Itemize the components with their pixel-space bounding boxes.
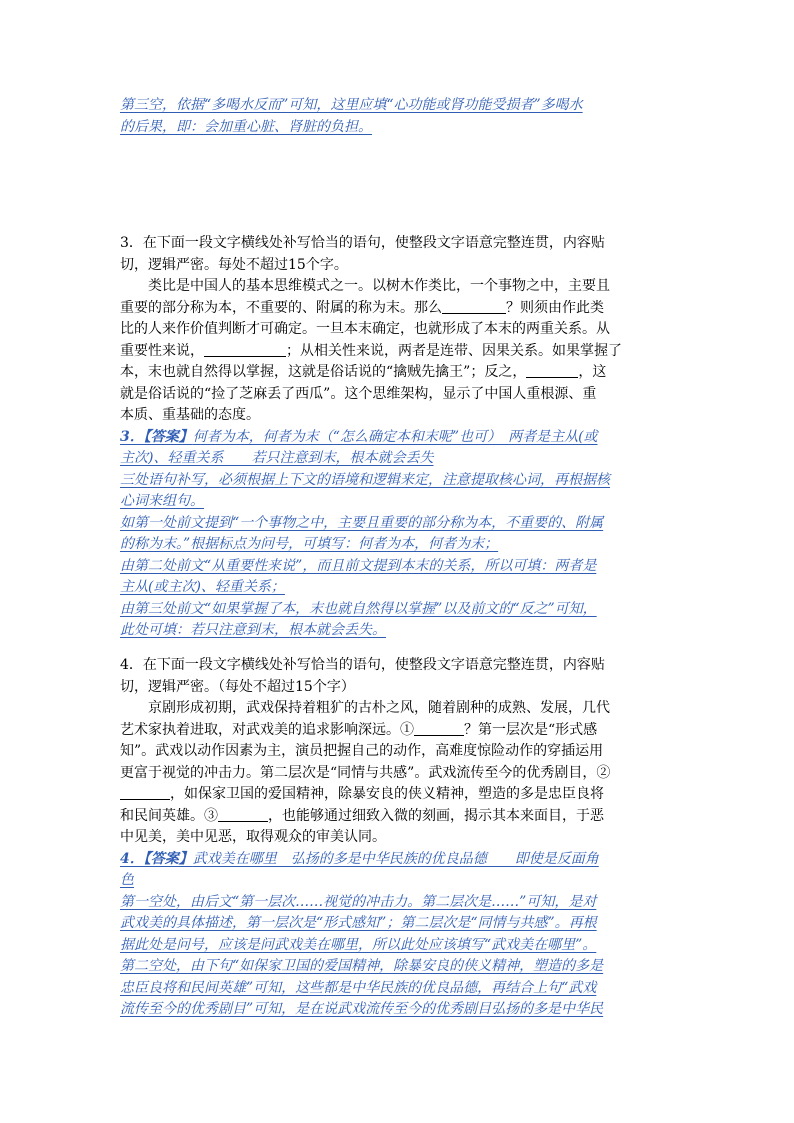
- q4-para-line: 更富于视觉的冲击力。第二层次是“同情与共感”。武戏流传至今的优秀剧目，②: [120, 764, 611, 781]
- q4-explain-line: 第二空处，由下句“如保家卫国的爱国精神，除暴安良的侠义精神，塑造的多是: [120, 958, 604, 974]
- q4-explain-line: 流传至今的优秀剧目”可知，是在说武戏流传至今的优秀剧目弘扬的多是中华民: [120, 1001, 604, 1017]
- question-4: [120, 655, 680, 1021]
- q4-answer: [120, 849, 680, 1021]
- q3-explain-line: 此处可填：若只注意到末，根本就会丢失。: [120, 622, 386, 638]
- q3-para-line: 类比是中国人的基本思维模式之一。以树木作类比，一个事物之中，主要且: [148, 278, 610, 294]
- answer-label: 4．【答案】: [120, 850, 193, 867]
- q4-para-line: 艺术家执着进取，对武戏美的追求影响深远。① ？第一层次是“形式感: [120, 721, 598, 738]
- q4-blank-3: [218, 806, 268, 822]
- answer-label: 3．【答案】: [120, 428, 193, 445]
- q3-blank-3: [526, 362, 578, 378]
- q3-explain-line: 三处语句补写，必须根据上下文的语境和逻辑来定，注意提取核心词，再根据核: [120, 471, 610, 488]
- q3-explain-line: 由第三处前文“如果掌握了本，末也就自然得以掌握”以及前文的“反之”可知，: [120, 600, 597, 617]
- answer-line: 的后果，即：会加重心脏、肾脏的负担。: [120, 118, 372, 135]
- q3-para-line: 重要的部分称为本，不重要的、附属的称为末。那么 ？则须由作此类: [120, 299, 604, 316]
- q4-explain-line: 武戏美的具体描述，第一层次是“形式感知”；第二层次是“同情与共感”。再根: [120, 915, 597, 931]
- answer-line: 第三空，依据“多喝水反而”可知，这里应填“心功能或肾功能受损者”多喝水: [120, 97, 583, 113]
- prev-answer-block: [120, 95, 680, 138]
- q3-answer-line: 主次)、轻重关系 若只注意到末，根本就会丢失: [120, 450, 434, 466]
- q4-para-line: 京剧形成初期，武戏保持着粗犷的古朴之风，随着剧种的成熟、发展，几代: [148, 700, 610, 716]
- q4-para-line: 和民间英雄。③ ，也能够通过细致入微的刻画，揭示其本来面目，于恶: [120, 807, 604, 824]
- q3-para-line: 就是俗话说的“捡了芝麻丢了西瓜”。这个思维架构，显示了中国人重根源、重: [120, 385, 597, 402]
- q3-answer: [120, 427, 680, 642]
- blank-marker-1: ①: [400, 721, 414, 738]
- q4-para-line: 知”。武戏以动作因素为主，演员把握自己的动作，高难度惊险动作的穿插运用: [120, 743, 604, 759]
- q3-para-line: 本质、重基础的态度。: [120, 407, 260, 423]
- blank-marker-3: ③: [204, 807, 218, 824]
- q3-explain-line: 心词来组句。: [120, 493, 204, 509]
- q4-prompt-line: 4．在下面一段文字横线处补写恰当的语句，使整段文字语意完整连贯，内容贴: [120, 657, 605, 673]
- q4-blank-2: [120, 784, 170, 800]
- q3-blank-2: [204, 341, 286, 357]
- q4-prompt-line: 切，逻辑严密。（每处不超过15个字）: [120, 678, 355, 695]
- blank-marker-2: ②: [596, 764, 611, 781]
- q3-prompt-line: 3．在下面一段文字横线处补写恰当的语句，使整段文字语意完整连贯，内容贴: [120, 235, 605, 251]
- q3-explain-line: 主从(或主次)、轻重关系；: [120, 579, 285, 595]
- q3-prompt-line: 切，逻辑严密。每处不超过15个字。: [120, 256, 348, 273]
- q3-para-line: 重要性来说， ；从相关性来说，两者是连带、因果关系。如果掌握了: [120, 342, 622, 359]
- q4-para-line: ，如保家卫国的爱国精神，除暴安良的侠义精神，塑造的多是忠臣良将: [120, 784, 680, 806]
- q4-para-line: 中见美，美中见恶，取得观众的审美认同。: [120, 829, 386, 845]
- q4-answer-line: 4．【答案】武戏美在哪里 弘扬的多是中华民族的优良品德 即使是反面角: [120, 850, 599, 867]
- q3-blank-1: [442, 298, 506, 314]
- q4-explain-line: 忠臣良将和民间英雄”可知，这些都是中华民族的优良品德，再结合上句“武戏: [120, 979, 597, 996]
- question-3: [120, 233, 680, 642]
- q4-blank-1: [414, 720, 464, 736]
- q4-explain-line: 据此处是问号，应该是问武戏美在哪里，所以此处应该填写“武戏美在哪里”。: [120, 936, 597, 953]
- q4-answer-line: 色: [120, 872, 134, 888]
- q3-explain-line: 的称为末。”根据标点为问号，可填写：何者为本，何者为末；: [120, 536, 499, 552]
- q3-answer-line: 3．【答案】何者为本，何者为末（“怎么确定本和末呢”也可） 两者是主从(或: [120, 428, 598, 445]
- q3-para-line: 比的人来作价值判断才可确定。一旦本末确定，也就形成了本末的两重关系。从: [120, 321, 610, 337]
- q3-para-line: 本，末也就自然得以掌握，这就是俗话说的“擒贼先擒王”；反之， ，这: [120, 364, 607, 380]
- q4-explain-line: 第一空处，由后文“第一层次……视觉的冲击力。第二层次是……”可知，是对: [120, 893, 597, 910]
- q3-explain-line: 如第一处前文提到“一个事物之中，主要且重要的部分称为本，不重要的、附属: [120, 514, 604, 531]
- q3-explain-line: 由第二处前文“从重要性来说”，而且前文提到本末的关系，所以可填：两者是: [120, 557, 597, 574]
